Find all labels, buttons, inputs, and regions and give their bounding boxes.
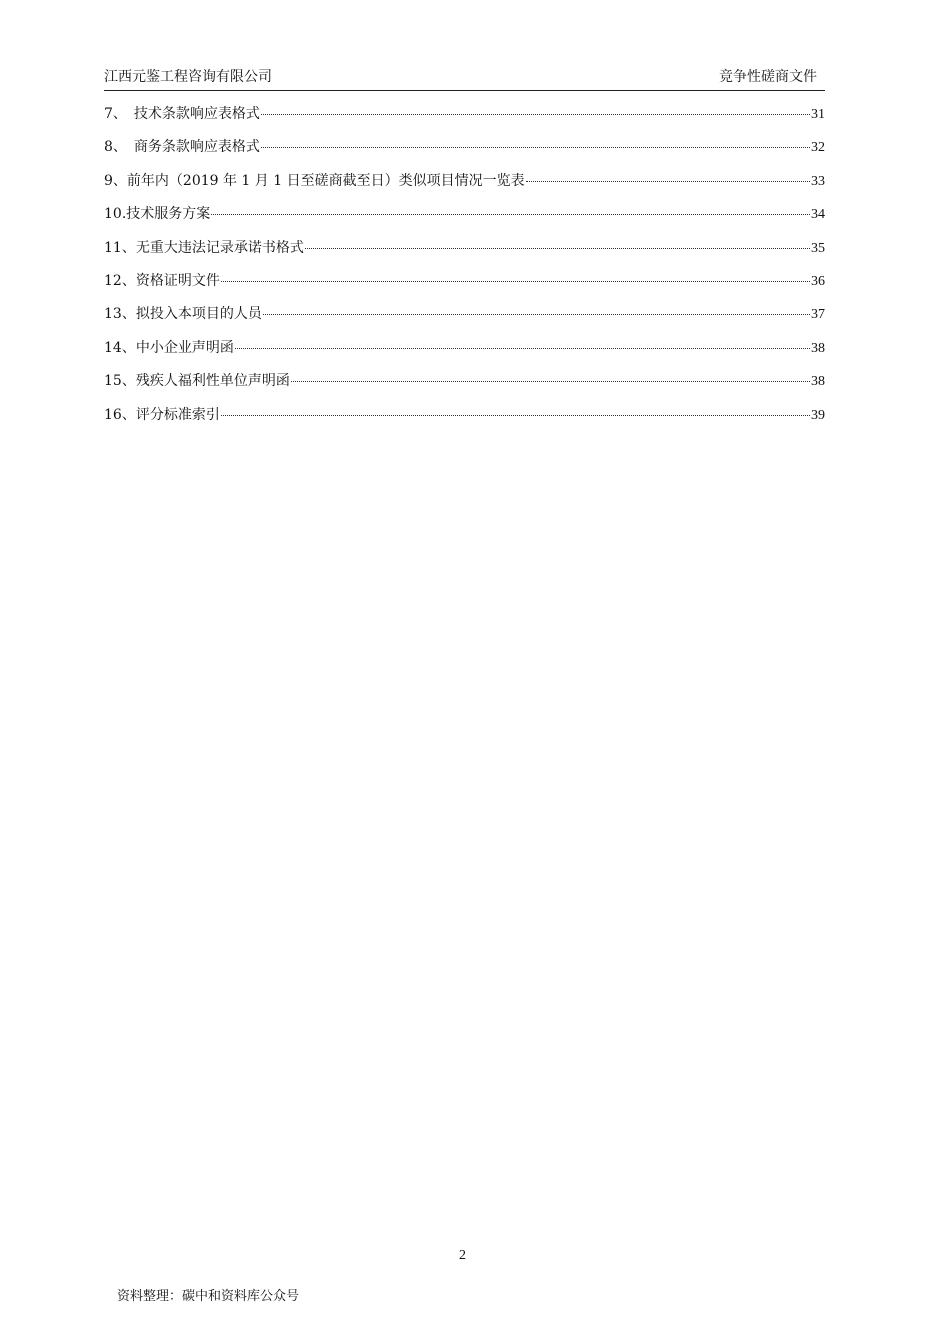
toc-dot-leader <box>263 313 810 315</box>
toc-item-page: 34 <box>811 207 825 223</box>
toc-dot-leader <box>221 280 810 282</box>
toc-item[interactable] <box>104 200 825 233</box>
toc-item-page: 38 <box>811 374 825 390</box>
toc-item-label: 8、 商务条款响应表格式 <box>104 139 260 156</box>
toc-item-label: 12、资格证明文件 <box>104 272 220 289</box>
toc-item-label: 15、残疾人福利性单位声明函 <box>104 373 290 390</box>
toc-dot-leader <box>291 380 810 382</box>
table-of-contents <box>104 100 825 434</box>
toc-dot-leader <box>261 113 810 115</box>
page-number: 2 <box>459 1248 466 1263</box>
toc-item-page: 38 <box>811 340 825 356</box>
toc-item[interactable] <box>104 334 825 367</box>
toc-item-label: 10.技术服务方案 <box>104 206 211 223</box>
toc-item[interactable] <box>104 300 825 333</box>
toc-item-page: 35 <box>811 240 825 256</box>
toc-item-page: 37 <box>811 307 825 323</box>
company-name: 江西元鉴工程咨询有限公司 <box>104 69 272 85</box>
toc-dot-leader <box>261 146 810 148</box>
toc-item-label: 9、前年内（2019 年 1 月 1 日至磋商截至日）类似项目情况一览表 <box>104 172 525 189</box>
toc-item-label: 16、评分标准索引 <box>104 406 220 423</box>
toc-item[interactable] <box>104 100 825 133</box>
toc-item-page: 36 <box>811 273 825 289</box>
toc-dot-leader <box>526 180 810 182</box>
toc-item-label: 11、无重大违法记录承诺书格式 <box>104 239 304 256</box>
toc-item-page: 31 <box>811 107 825 122</box>
page-header <box>104 66 825 91</box>
toc-dot-leader <box>235 347 810 349</box>
toc-dot-leader <box>305 247 810 249</box>
toc-item[interactable] <box>104 401 825 434</box>
toc-item[interactable] <box>104 234 825 267</box>
toc-item-label: 7、 技术条款响应表格式 <box>104 106 260 122</box>
toc-item-page: 32 <box>811 140 825 156</box>
toc-item-label: 14、中小企业声明函 <box>104 339 234 356</box>
toc-item[interactable] <box>104 167 825 200</box>
toc-item-page: 39 <box>811 407 825 423</box>
toc-item-page: 33 <box>811 173 825 189</box>
toc-dot-leader <box>211 213 810 215</box>
footer-note: 资料整理：碳中和资料库公众号 <box>117 1289 300 1304</box>
toc-item[interactable] <box>104 367 825 400</box>
toc-dot-leader <box>221 414 810 416</box>
document-title: 竞争性磋商文件 <box>719 69 817 85</box>
toc-item-label: 13、拟投入本项目的人员 <box>104 306 262 323</box>
toc-item[interactable] <box>104 267 825 300</box>
toc-item[interactable] <box>104 133 825 166</box>
